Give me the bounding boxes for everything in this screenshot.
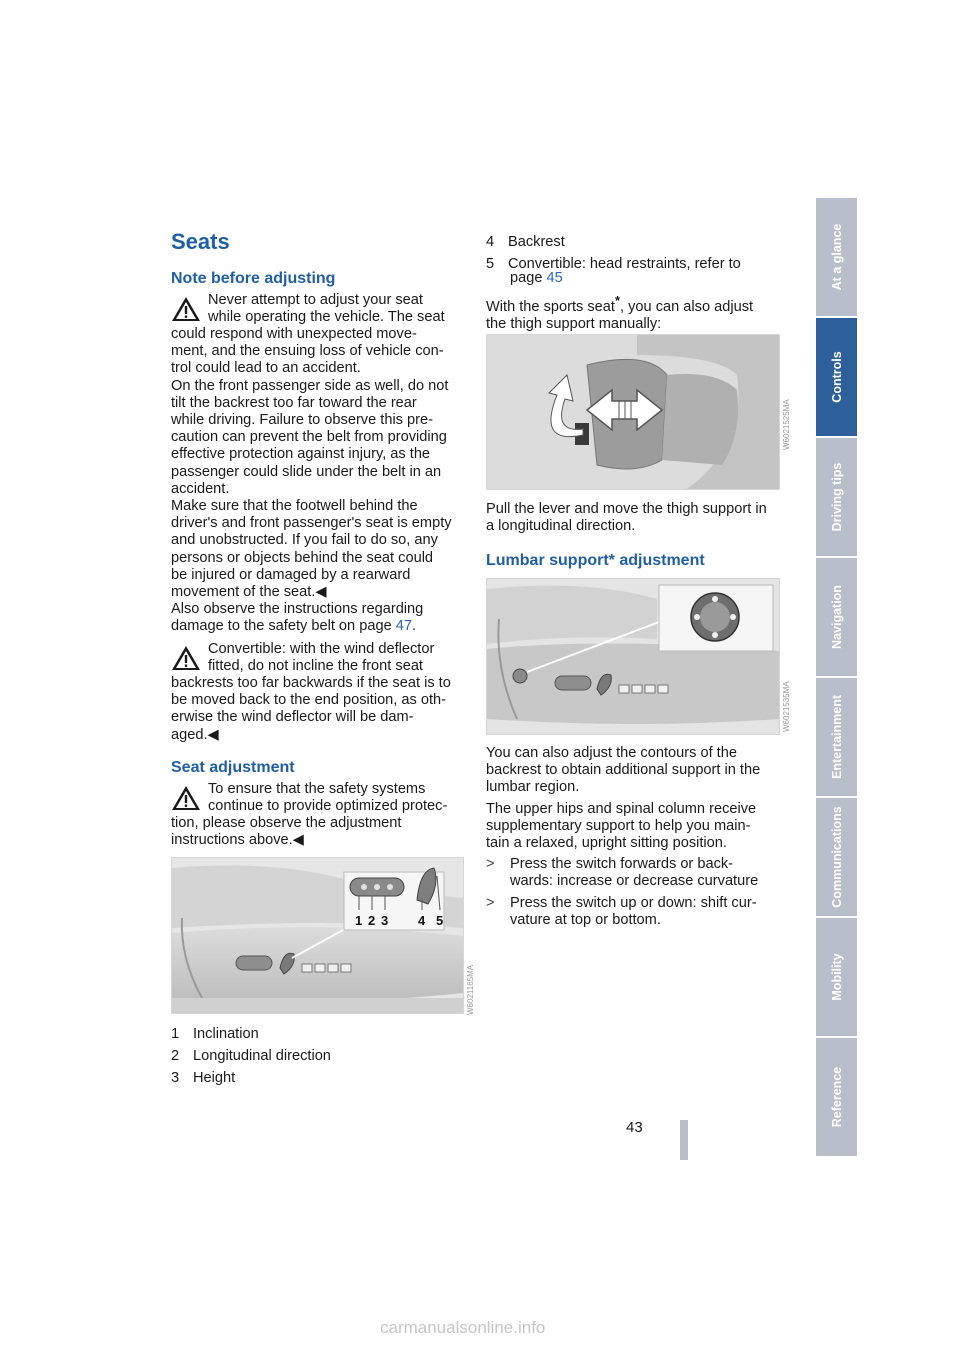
tab-entertainment[interactable] bbox=[816, 678, 857, 798]
text: . bbox=[411, 618, 417, 635]
line: tilt the backrest too far toward the rear bbox=[171, 394, 417, 411]
line: The upper hips and spinal column receive bbox=[486, 801, 757, 817]
item-label: Convertible: head restraints, refer to bbox=[508, 256, 741, 272]
thigh-support-illustration bbox=[487, 335, 779, 489]
warning-text-3-line1: To ensure that the safety systems bbox=[208, 781, 426, 797]
tab-at-a-glance[interactable] bbox=[816, 198, 857, 318]
line: Pull the lever and move the thigh support in bbox=[486, 501, 767, 517]
item-label: Longitudinal direction bbox=[193, 1048, 331, 1064]
item-number: 1 bbox=[171, 1026, 180, 1042]
warning-text-2-line2: fitted, do not incline the front seat bbox=[208, 658, 423, 674]
line: lumbar region. bbox=[486, 779, 580, 796]
section-heading-lumbar: Lumbar support* adjustment bbox=[486, 552, 705, 569]
warning-text-1-line1: Never attempt to adjust your seat bbox=[208, 292, 423, 308]
bullet-item-2 bbox=[486, 895, 786, 929]
line: and unobstructed. If you fail to do so, any bbox=[171, 532, 438, 549]
warning-text-1-line2: while operating the vehicle. The seat bbox=[208, 309, 445, 325]
list-item bbox=[171, 1067, 471, 1089]
line: backrests too far backwards if the seat is to bbox=[171, 675, 451, 691]
thigh-support-figure bbox=[486, 334, 780, 490]
lumbar-paragraph-2 bbox=[486, 801, 786, 853]
figure-label-4: 4 bbox=[418, 913, 426, 928]
line: Make sure that the footwell behind the bbox=[171, 498, 418, 515]
seat-illustration bbox=[172, 858, 463, 1013]
item-label: Height bbox=[193, 1070, 236, 1086]
lumbar-switch-illustration bbox=[487, 579, 779, 734]
line: tain a relaxed, upright sitting position. bbox=[486, 835, 727, 852]
warning-icon bbox=[171, 645, 201, 671]
tab-reference[interactable] bbox=[816, 1038, 857, 1158]
line: could respond with unexpected move- bbox=[171, 326, 417, 342]
switch-legend-list-cont bbox=[486, 231, 786, 275]
line bbox=[171, 618, 471, 635]
line: backrest to obtain additional support in the bbox=[486, 762, 761, 779]
text: Press the switch up or down: shift cur- bbox=[510, 895, 757, 911]
tab-label: Driving tips bbox=[829, 462, 844, 532]
text: Press the switch forwards or back- bbox=[510, 856, 734, 872]
line bbox=[486, 895, 786, 912]
tab-label: At a glance bbox=[829, 223, 844, 291]
line: movement of the seat.◀ bbox=[171, 584, 327, 601]
list-item bbox=[171, 1023, 471, 1045]
text: , you can also adjust bbox=[620, 298, 754, 315]
line: erwise the wind deflector will be dam- bbox=[171, 709, 414, 726]
page-number: 43 bbox=[626, 1119, 643, 1136]
bullet-marker: > bbox=[486, 856, 495, 872]
lumbar-paragraph-1 bbox=[486, 745, 786, 797]
line: vature at top or bottom. bbox=[510, 912, 661, 929]
figure-code: W6021535MA bbox=[782, 681, 791, 732]
text: damage to the safety belt on page bbox=[171, 618, 396, 635]
line: wards: increase or decrease curvature bbox=[510, 873, 759, 890]
observe-paragraph bbox=[171, 601, 471, 635]
warning-icon bbox=[171, 296, 201, 322]
line: the thigh support manually: bbox=[486, 316, 662, 333]
line: tion, please observe the adjustment bbox=[171, 815, 402, 831]
line bbox=[486, 292, 786, 316]
tab-label: Navigation bbox=[829, 585, 844, 649]
page-link-47[interactable]: 47 bbox=[395, 618, 412, 635]
item-label: Backrest bbox=[508, 234, 565, 250]
figure-code: W6021165MA bbox=[466, 964, 475, 1015]
switch-legend-list bbox=[171, 1023, 471, 1089]
text: page bbox=[510, 270, 547, 286]
page-number-bar bbox=[680, 1120, 688, 1160]
item-number: 3 bbox=[171, 1070, 180, 1086]
tab-label: Entertainment bbox=[829, 694, 844, 780]
figure-label-1: 1 bbox=[355, 913, 363, 928]
line: be injured or damaged by a rearward bbox=[171, 566, 411, 583]
bullet-item-1 bbox=[486, 856, 786, 890]
line: aged.◀ bbox=[171, 726, 219, 743]
line: accident. bbox=[171, 480, 230, 497]
line: On the front passenger side as well, do not bbox=[171, 377, 449, 394]
item-number: 4 bbox=[486, 234, 495, 250]
section-heading-note: Note before adjusting bbox=[171, 270, 336, 287]
line: Also observe the instructions regarding bbox=[171, 601, 424, 617]
tab-mobility[interactable] bbox=[816, 918, 857, 1038]
page-title: Seats bbox=[171, 229, 230, 254]
tab-label: Mobility bbox=[829, 953, 844, 1001]
warning-text-3-line2: continue to provide optimized protec- bbox=[208, 798, 448, 814]
line: be moved back to the end position, as oth- bbox=[171, 692, 447, 709]
line bbox=[486, 856, 786, 873]
page-link-45[interactable]: 45 bbox=[546, 270, 563, 286]
item-label: Inclination bbox=[193, 1026, 259, 1042]
seat-switches-figure bbox=[171, 857, 464, 1014]
tab-label: Reference bbox=[829, 1066, 844, 1128]
line: You can also adjust the contours of the bbox=[486, 745, 737, 761]
line: ment, and the ensuing loss of vehicle con- bbox=[171, 343, 444, 360]
tab-driving-tips[interactable] bbox=[816, 438, 857, 558]
line: while driving. Failure to observe this pre- bbox=[171, 412, 433, 429]
item-number: 2 bbox=[171, 1048, 180, 1064]
tab-controls[interactable] bbox=[816, 318, 857, 438]
list-item bbox=[171, 1045, 471, 1067]
warning-paragraph-3 bbox=[171, 815, 471, 849]
tab-label: Communications bbox=[829, 806, 844, 908]
line: a longitudinal direction. bbox=[486, 518, 636, 535]
line: effective protection against injury, as the bbox=[171, 446, 431, 463]
sports-seat-paragraph bbox=[486, 292, 786, 333]
tab-label: Controls bbox=[829, 351, 844, 403]
line: caution can prevent the belt from providing bbox=[171, 429, 447, 446]
figure-label-3: 3 bbox=[381, 913, 389, 928]
warning-paragraph-1 bbox=[171, 326, 471, 601]
warning-paragraph-2 bbox=[171, 675, 471, 744]
watermark: carmanualsonline.info bbox=[380, 1318, 546, 1337]
item5-line2 bbox=[510, 270, 563, 287]
warning-icon bbox=[171, 785, 201, 811]
optional-equipment-star: * bbox=[614, 293, 621, 308]
figure-code: W6021525MA bbox=[782, 399, 791, 450]
figure-label-5: 5 bbox=[436, 913, 444, 928]
tab-navigation[interactable] bbox=[816, 558, 857, 678]
section-heading-seat-adjustment: Seat adjustment bbox=[171, 759, 295, 776]
line: driver's and front passenger's seat is empty bbox=[171, 515, 452, 532]
line: instructions above.◀ bbox=[171, 832, 304, 849]
figure-label-2: 2 bbox=[368, 913, 376, 928]
line: supplementary support to help you main- bbox=[486, 818, 751, 835]
item-number: 5 bbox=[486, 256, 495, 272]
line: persons or objects behind the seat could bbox=[171, 549, 434, 566]
warning-text-2-line1: Convertible: with the wind deflector bbox=[208, 641, 435, 657]
thigh-support-paragraph bbox=[486, 501, 786, 535]
tab-communications[interactable] bbox=[816, 798, 857, 918]
text: With the sports seat bbox=[486, 298, 615, 315]
list-item bbox=[486, 231, 786, 253]
bullet-marker: > bbox=[486, 895, 495, 911]
line: passenger could slide under the belt in an bbox=[171, 463, 442, 480]
lumbar-support-figure bbox=[486, 578, 780, 735]
line: trol could lead to an accident. bbox=[171, 360, 361, 377]
